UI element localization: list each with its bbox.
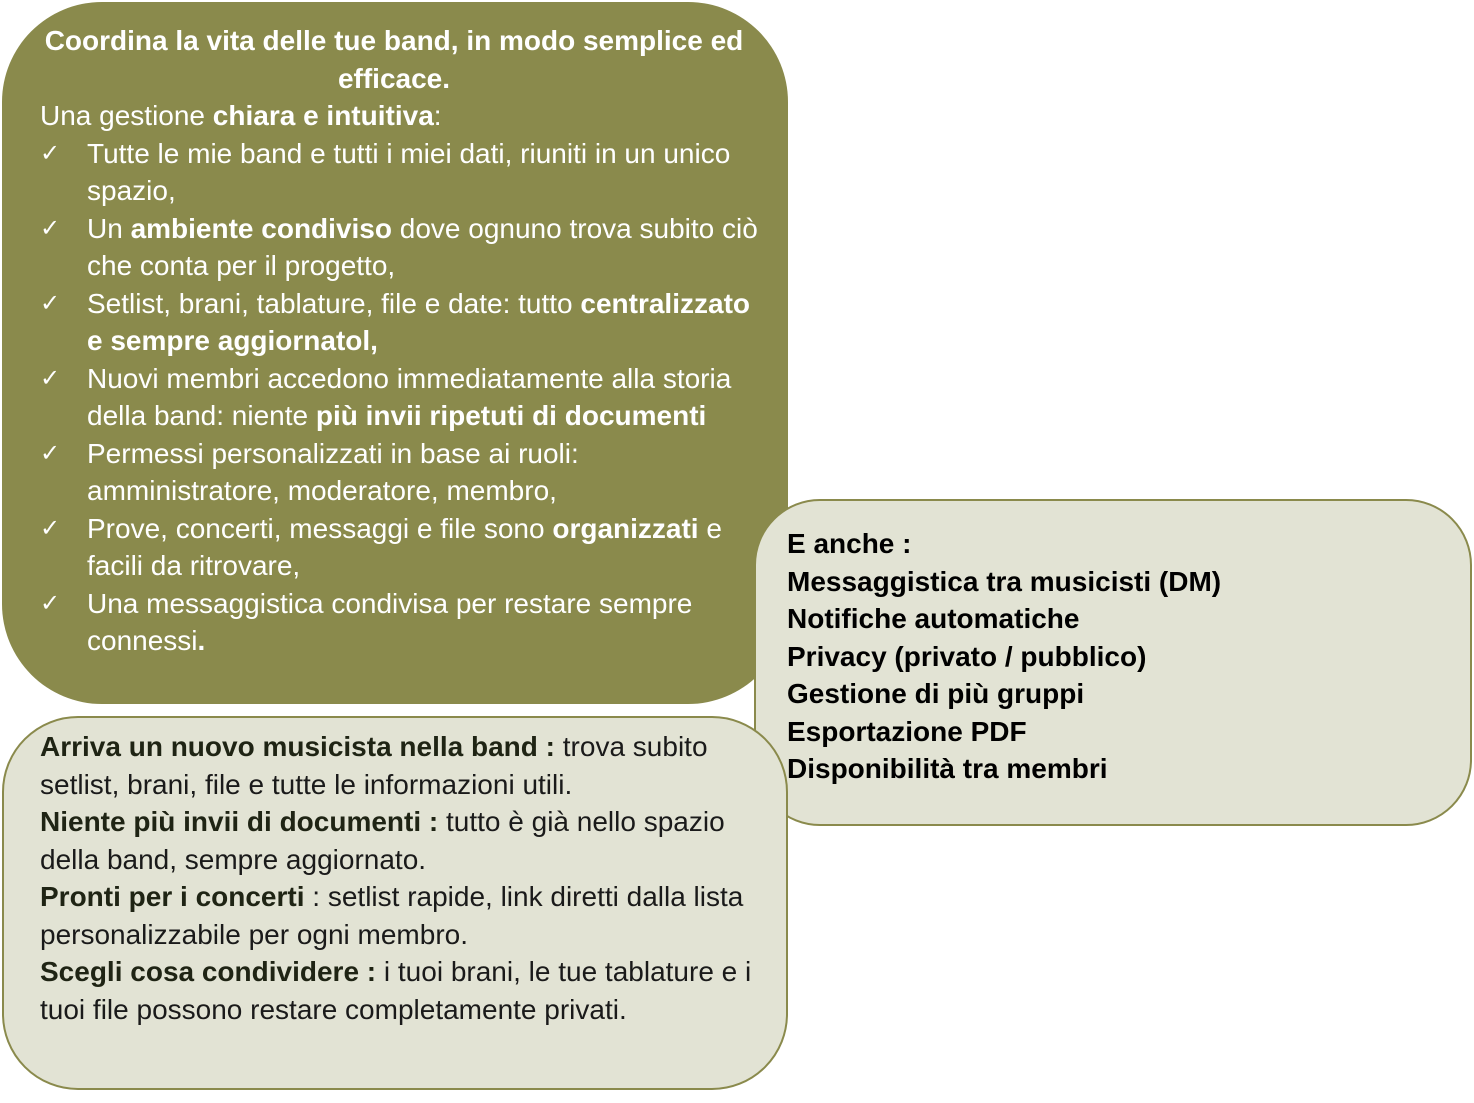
feature-bold: . xyxy=(197,625,206,656)
checkmark-icon: ✓ xyxy=(40,438,61,467)
checkmark-icon: ✓ xyxy=(40,138,61,167)
use-case-text: i tuoi brani, le tue tablature e i tuoi file possono restare completamente privati. xyxy=(40,956,752,1025)
checkmark-icon: ✓ xyxy=(40,288,61,317)
feature-bold: organizzati xyxy=(552,512,699,544)
intro-line xyxy=(40,97,758,135)
feature-bold: più invii ripetuti di documenti xyxy=(315,400,707,431)
checkmark-icon: ✓ xyxy=(40,588,61,617)
use-case-text: : setlist rapide, link diretti dalla lista personalizzabile per ogni membro. xyxy=(40,881,744,950)
extra-item: Privacy (privato / pubblico) xyxy=(787,640,1147,672)
feature-bold: ambiente condiviso xyxy=(130,212,392,244)
intro-prefix: Una gestione xyxy=(40,100,213,131)
checkmark-icon: ✓ xyxy=(40,213,61,242)
feature-text: Prove, concerti, messaggi e file sono xyxy=(87,512,553,544)
checkmark-icon: ✓ xyxy=(40,513,61,542)
feature-item xyxy=(40,360,758,435)
feature-text: Nuovi membri accedono immediatamente alla storia della band: niente xyxy=(87,362,732,431)
checkmark-icon: ✓ xyxy=(40,363,61,392)
use-case-lead: Scegli cosa condividere : xyxy=(40,956,377,987)
extra-heading: E anche : xyxy=(787,528,912,559)
main-headline: Coordina la vita delle tue band, in modo semplice ed efficace. xyxy=(44,25,744,94)
intro-suffix: : xyxy=(433,100,442,131)
extra-item: Messaggistica tra musicisti (DM) xyxy=(787,565,1222,597)
feature-text-post: e facili da ritrovare, xyxy=(87,512,722,581)
use-case-paragraph xyxy=(40,953,776,1028)
use-case-paragraph xyxy=(40,803,776,878)
extra-features-box xyxy=(754,499,1472,826)
feature-text-post: dove ognuno trova subito ciò che conta per il progetto, xyxy=(87,212,758,281)
extra-item: Gestione di più gruppi xyxy=(787,678,1085,709)
extra-item: Esportazione PDF xyxy=(787,715,1027,747)
use-case-lead: Arriva un nuovo musicista nella band : xyxy=(40,731,555,762)
use-cases-box xyxy=(2,716,788,1090)
feature-item xyxy=(40,585,758,660)
feature-text: Setlist, brani, tablature, file e date: tutto xyxy=(87,287,581,319)
feature-text: Permessi personalizzati in base ai ruoli: amministratore, moderatore, membro, xyxy=(87,437,579,506)
use-case-text: tutto è già nello spazio della band, sempre aggiornato. xyxy=(40,806,725,875)
intro-bold: chiara e intuitiva xyxy=(212,100,434,131)
use-case-lead: Pronti per i concerti xyxy=(40,881,305,912)
feature-text: Tutte le mie band e tutti i miei dati, riuniti in un unico spazio, xyxy=(87,137,731,206)
feature-text: Una messaggistica condivisa per restare sempre connessi xyxy=(87,587,693,656)
feature-item xyxy=(40,435,758,510)
use-case-text: trova subito setlist, brani, file e tutte le informazioni utili. xyxy=(40,731,708,800)
extra-item: Disponibilità tra membri xyxy=(787,753,1108,784)
feature-item xyxy=(40,510,758,585)
main-features-box xyxy=(2,2,788,704)
feature-item xyxy=(40,135,758,210)
feature-text: Un xyxy=(87,212,131,244)
feature-item xyxy=(40,210,758,285)
feature-bold: centralizzato e sempre aggiornatol, xyxy=(87,287,750,356)
extra-item: Notifiche automatiche xyxy=(787,603,1080,634)
use-case-paragraph xyxy=(40,728,776,803)
use-case-lead: Niente più invii di documenti : xyxy=(40,806,439,837)
feature-list xyxy=(40,135,758,660)
feature-item xyxy=(40,285,758,360)
use-case-paragraph xyxy=(40,878,776,953)
